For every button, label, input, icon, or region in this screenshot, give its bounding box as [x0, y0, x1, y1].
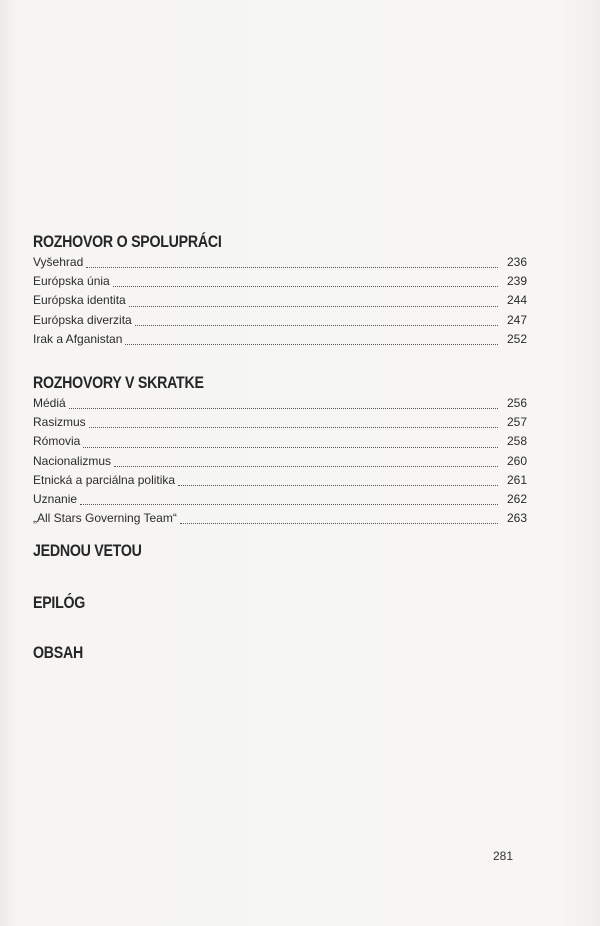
entry-label: Rómovia [33, 434, 81, 449]
dot-leader [129, 306, 498, 307]
toc-entry[interactable] [33, 413, 527, 432]
dot-leader [178, 485, 498, 486]
toc-entry[interactable] [33, 452, 527, 471]
entry-page-number: 263 [506, 511, 527, 526]
dot-leader [135, 325, 498, 326]
dot-leader [113, 286, 498, 287]
dot-leader [180, 523, 498, 524]
entry-label: Nacionalizmus [33, 453, 112, 468]
section-entries [33, 253, 527, 349]
entry-label: Uznanie [33, 491, 78, 506]
toc-entry[interactable] [33, 291, 527, 310]
toc-entry[interactable] [33, 490, 527, 509]
dot-leader [114, 466, 498, 467]
entry-page-number: 258 [506, 434, 527, 449]
toc-section-jednou-vetou[interactable] [33, 540, 527, 562]
entry-page-number: 261 [506, 472, 527, 487]
dot-leader [86, 267, 498, 268]
entry-label: Vyšehrad [33, 255, 84, 269]
section-title: OBSAH [33, 644, 83, 662]
entry-label: „All Stars Governing Team“ [33, 511, 177, 526]
entry-label: Rasizmus [33, 415, 86, 430]
entry-page-number: 252 [506, 331, 527, 346]
entry-page-number: 244 [506, 293, 527, 308]
toc-section-obsah[interactable] [33, 642, 527, 664]
entry-page-number: 257 [506, 415, 527, 430]
entry-label: Európska diverzita [33, 312, 132, 327]
entry-label: Európska identita [33, 293, 126, 308]
section-title: ROZHOVORY V SKRATKE [33, 374, 204, 392]
entry-page-number: 262 [506, 491, 527, 506]
dot-leader [83, 447, 498, 448]
toc-entry[interactable] [33, 330, 527, 349]
toc-entry[interactable] [33, 311, 527, 330]
entry-page-number: 239 [506, 274, 527, 289]
entry-page-number: 236 [506, 255, 527, 269]
toc-section-rozhovor-o-spolupraci [33, 231, 527, 349]
entry-page-number: 260 [506, 453, 527, 468]
section-title: ROZHOVOR O SPOLUPRÁCI [33, 233, 222, 251]
dot-leader [80, 504, 498, 505]
entry-label: Médiá [33, 396, 66, 410]
toc-entry[interactable] [33, 272, 527, 291]
entry-page-number: 256 [506, 396, 527, 410]
entry-label: Etnická a parciálna politika [33, 472, 176, 487]
section-entries [33, 394, 527, 528]
dot-leader [125, 344, 498, 345]
toc-entry[interactable] [33, 471, 527, 490]
entry-page-number: 247 [506, 312, 527, 327]
dot-leader [69, 408, 498, 409]
toc-entry[interactable] [33, 253, 527, 272]
toc-entry[interactable] [33, 394, 527, 413]
toc-section-epilog[interactable] [33, 592, 527, 614]
toc-entry[interactable] [33, 432, 527, 451]
page-number: 281 [493, 849, 514, 863]
section-title: JEDNOU VETOU [33, 542, 142, 560]
section-title: EPILÓG [33, 594, 86, 612]
toc-section-rozhovory-v-skratke [33, 372, 527, 528]
entry-label: Irak a Afganistan [33, 331, 123, 346]
dot-leader [89, 427, 498, 428]
entry-label: Európska únia [33, 274, 110, 289]
toc-entry[interactable] [33, 509, 527, 528]
